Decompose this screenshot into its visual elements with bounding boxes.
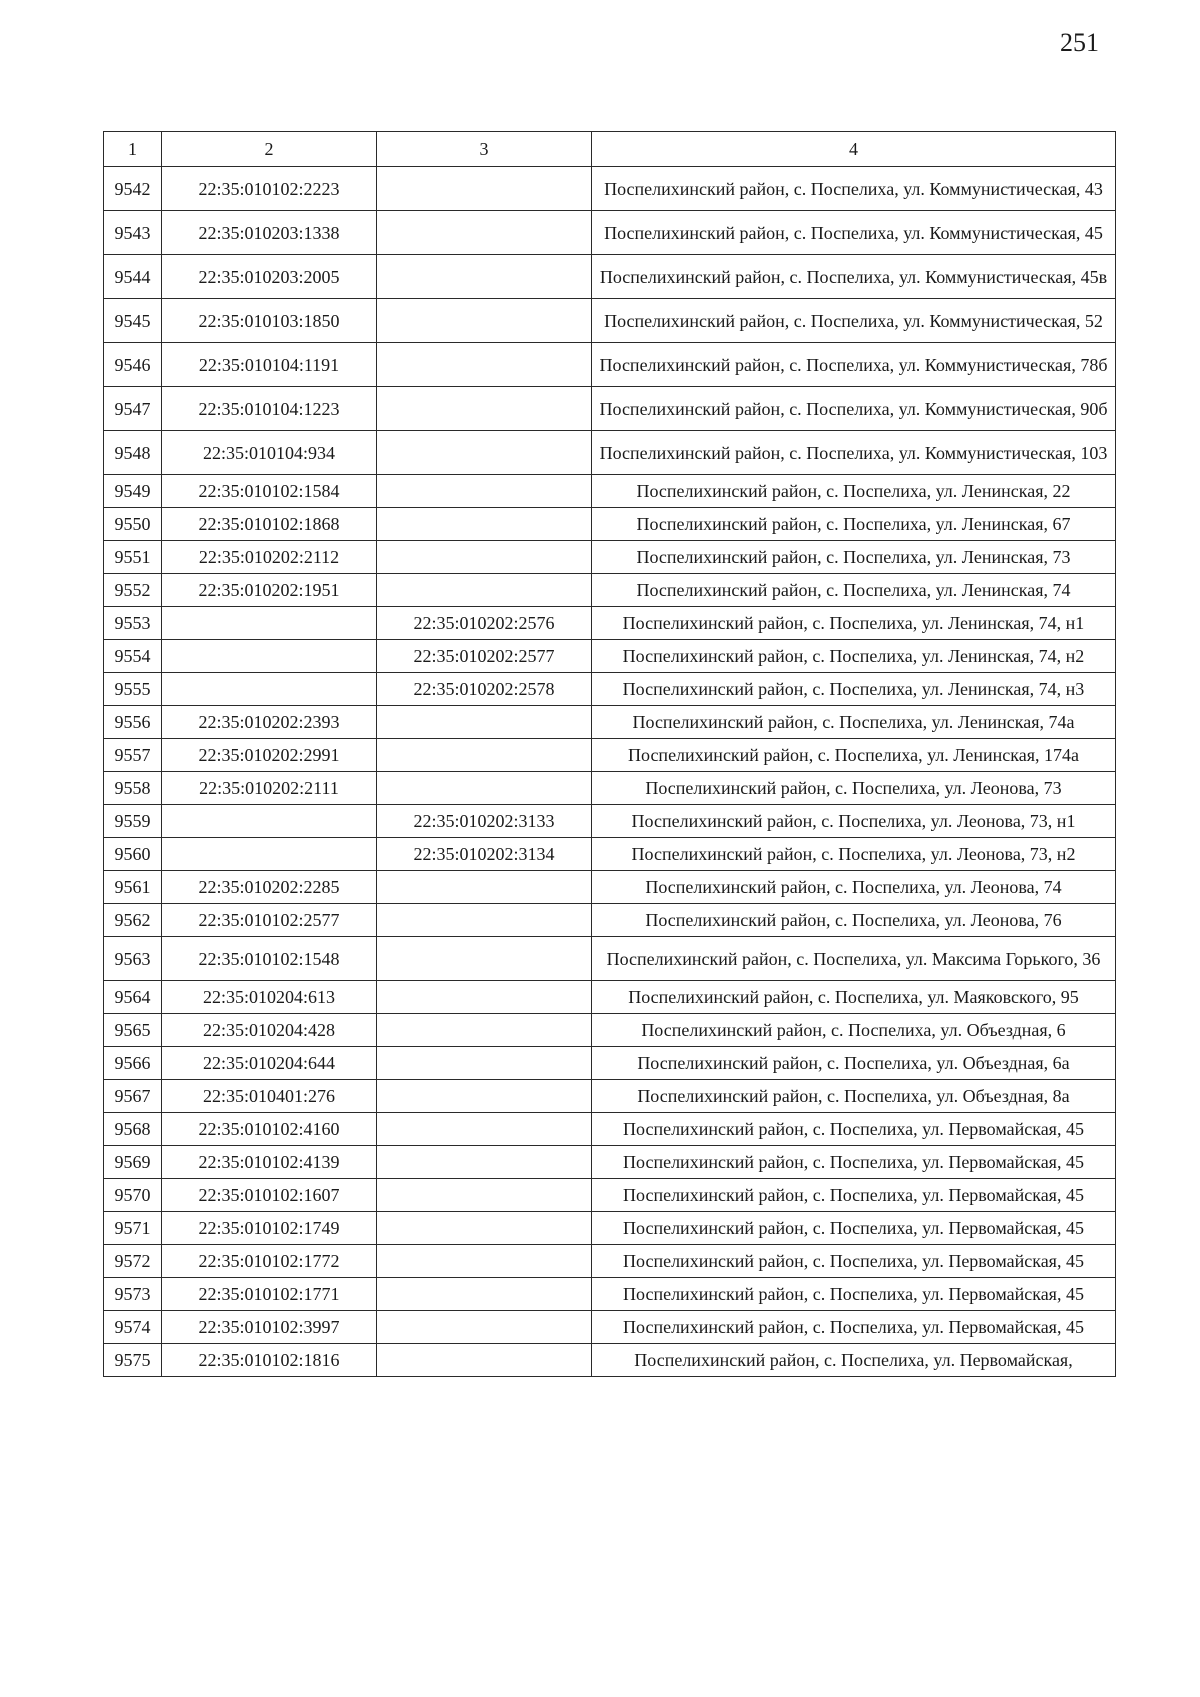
cadastral-land-cell: 22:35:010203:1338 — [162, 211, 377, 255]
table-header — [104, 132, 1116, 167]
address-cell: Поспелихинский район, с. Поспелиха, ул. Леонова, 73, н2 — [592, 838, 1116, 871]
row-number-cell: 9552 — [104, 574, 162, 607]
table-row — [104, 1245, 1116, 1278]
address-cell: Поспелихинский район, с. Поспелиха, ул. Леонова, 74 — [592, 871, 1116, 904]
row-number-cell: 9575 — [104, 1344, 162, 1377]
row-number-cell: 9559 — [104, 805, 162, 838]
row-number-cell: 9571 — [104, 1212, 162, 1245]
cadastral-object-cell — [377, 1014, 592, 1047]
row-number-cell: 9564 — [104, 981, 162, 1014]
cadastral-land-cell: 22:35:010102:1868 — [162, 508, 377, 541]
row-number-cell: 9544 — [104, 255, 162, 299]
row-number-cell: 9557 — [104, 739, 162, 772]
table-row — [104, 838, 1116, 871]
address-cell: Поспелихинский район, с. Поспелиха, ул. Ленинская, 74, н1 — [592, 607, 1116, 640]
table-row — [104, 1047, 1116, 1080]
cadastral-land-cell: 22:35:010102:1584 — [162, 475, 377, 508]
row-number-cell: 9558 — [104, 772, 162, 805]
cadastral-land-cell — [162, 673, 377, 706]
table-row — [104, 255, 1116, 299]
row-number-cell: 9543 — [104, 211, 162, 255]
row-number-cell: 9554 — [104, 640, 162, 673]
table-row — [104, 1344, 1116, 1377]
cadastral-land-cell: 22:35:010104:934 — [162, 431, 377, 475]
cadastral-object-cell — [377, 387, 592, 431]
table-row — [104, 1014, 1116, 1047]
address-cell: Поспелихинский район, с. Поспелиха, ул. Ленинская, 67 — [592, 508, 1116, 541]
row-number-cell: 9574 — [104, 1311, 162, 1344]
address-cell: Поспелихинский район, с. Поспелиха, ул. Маяковского, 95 — [592, 981, 1116, 1014]
cadastral-land-cell — [162, 607, 377, 640]
table-row — [104, 871, 1116, 904]
cadastral-land-cell: 22:35:010203:2005 — [162, 255, 377, 299]
address-cell: Поспелихинский район, с. Поспелиха, ул. Первомайская, 45 — [592, 1278, 1116, 1311]
cadastral-object-cell — [377, 431, 592, 475]
address-cell: Поспелихинский район, с. Поспелиха, ул. Первомайская, 45 — [592, 1179, 1116, 1212]
table-row — [104, 706, 1116, 739]
address-cell: Поспелихинский район, с. Поспелиха, ул. Объездная, 8а — [592, 1080, 1116, 1113]
table-row — [104, 640, 1116, 673]
cadastral-object-cell — [377, 1146, 592, 1179]
cadastral-land-cell: 22:35:010102:3997 — [162, 1311, 377, 1344]
cadastral-land-cell: 22:35:010102:1749 — [162, 1212, 377, 1245]
cadastral-object-cell — [377, 904, 592, 937]
address-cell: Поспелихинский район, с. Поспелиха, ул. Коммунистическая, 45в — [592, 255, 1116, 299]
row-number-cell: 9549 — [104, 475, 162, 508]
header-col-1: 1 — [104, 132, 162, 167]
table-row — [104, 607, 1116, 640]
cadastral-land-cell: 22:35:010202:1951 — [162, 574, 377, 607]
table-row — [104, 167, 1116, 211]
row-number-cell: 9573 — [104, 1278, 162, 1311]
page-number: 251 — [1060, 28, 1099, 57]
cadastral-land-cell: 22:35:010202:2112 — [162, 541, 377, 574]
cadastral-object-cell — [377, 1245, 592, 1278]
row-number-cell: 9548 — [104, 431, 162, 475]
address-cell: Поспелихинский район, с. Поспелиха, ул. Первомайская, 45 — [592, 1113, 1116, 1146]
table-row — [104, 673, 1116, 706]
header-row — [104, 132, 1116, 167]
cadastral-land-cell: 22:35:010202:2285 — [162, 871, 377, 904]
address-cell: Поспелихинский район, с. Поспелиха, ул. Максима Горького, 36 — [592, 937, 1116, 981]
table-row — [104, 387, 1116, 431]
cadastral-object-cell — [377, 1080, 592, 1113]
table-row — [104, 981, 1116, 1014]
cadastral-land-cell: 22:35:010102:4139 — [162, 1146, 377, 1179]
address-cell: Поспелихинский район, с. Поспелиха, ул. Коммунистическая, 45 — [592, 211, 1116, 255]
row-number-cell: 9567 — [104, 1080, 162, 1113]
cadastral-land-cell: 22:35:010104:1223 — [162, 387, 377, 431]
address-cell: Поспелихинский район, с. Поспелиха, ул. Первомайская, 45 — [592, 1245, 1116, 1278]
cadastral-land-cell: 22:35:010401:276 — [162, 1080, 377, 1113]
table-body — [104, 167, 1116, 1377]
address-cell: Поспелихинский район, с. Поспелиха, ул. Ленинская, 174а — [592, 739, 1116, 772]
cadastral-object-cell — [377, 167, 592, 211]
table-row — [104, 1311, 1116, 1344]
address-cell: Поспелихинский район, с. Поспелиха, ул. Первомайская, 45 — [592, 1311, 1116, 1344]
cadastral-object-cell — [377, 981, 592, 1014]
address-cell: Поспелихинский район, с. Поспелиха, ул. Ленинская, 73 — [592, 541, 1116, 574]
row-number-cell: 9566 — [104, 1047, 162, 1080]
table-row — [104, 574, 1116, 607]
cadastral-object-cell — [377, 1311, 592, 1344]
table-row — [104, 508, 1116, 541]
cadastral-object-cell — [377, 1047, 592, 1080]
header-col-4: 4 — [592, 132, 1116, 167]
cadastral-object-cell — [377, 1278, 592, 1311]
cadastral-object-cell: 22:35:010202:2577 — [377, 640, 592, 673]
address-cell: Поспелихинский район, с. Поспелиха, ул. Ленинская, 74а — [592, 706, 1116, 739]
row-number-cell: 9546 — [104, 343, 162, 387]
address-cell: Поспелихинский район, с. Поспелиха, ул. Первомайская, 45 — [592, 1146, 1116, 1179]
row-number-cell: 9547 — [104, 387, 162, 431]
cadastral-land-cell: 22:35:010103:1850 — [162, 299, 377, 343]
cadastral-land-cell: 22:35:010204:428 — [162, 1014, 377, 1047]
cadastral-land-cell: 22:35:010102:1548 — [162, 937, 377, 981]
cadastral-object-cell — [377, 343, 592, 387]
header-col-3: 3 — [377, 132, 592, 167]
cadastral-land-cell: 22:35:010102:1772 — [162, 1245, 377, 1278]
header-col-2: 2 — [162, 132, 377, 167]
cadastral-object-cell — [377, 1113, 592, 1146]
cadastral-land-cell: 22:35:010102:1816 — [162, 1344, 377, 1377]
cadastral-land-cell: 22:35:010102:2577 — [162, 904, 377, 937]
address-cell: Поспелихинский район, с. Поспелиха, ул. Первомайская, 45 — [592, 1212, 1116, 1245]
row-number-cell: 9542 — [104, 167, 162, 211]
row-number-cell: 9563 — [104, 937, 162, 981]
cadastral-object-cell — [377, 211, 592, 255]
row-number-cell: 9561 — [104, 871, 162, 904]
cadastral-land-cell: 22:35:010102:1771 — [162, 1278, 377, 1311]
row-number-cell: 9568 — [104, 1113, 162, 1146]
table-row — [104, 541, 1116, 574]
cadastral-object-cell — [377, 299, 592, 343]
table-row — [104, 1080, 1116, 1113]
table-row — [104, 1179, 1116, 1212]
cadastral-land-cell: 22:35:010204:613 — [162, 981, 377, 1014]
address-cell: Поспелихинский район, с. Поспелиха, ул. Ленинская, 74, н3 — [592, 673, 1116, 706]
table-row — [104, 1113, 1116, 1146]
table-row — [104, 739, 1116, 772]
cadastral-object-cell — [377, 937, 592, 981]
cadastral-object-cell — [377, 1179, 592, 1212]
address-cell: Поспелихинский район, с. Поспелиха, ул. Объездная, 6 — [592, 1014, 1116, 1047]
address-cell: Поспелихинский район, с. Поспелиха, ул. Коммунистическая, 52 — [592, 299, 1116, 343]
address-cell: Поспелихинский район, с. Поспелиха, ул. Леонова, 73, н1 — [592, 805, 1116, 838]
address-cell: Поспелихинский район, с. Поспелиха, ул. Коммунистическая, 78б — [592, 343, 1116, 387]
cadastral-land-cell — [162, 805, 377, 838]
cadastral-land-cell — [162, 640, 377, 673]
cadastral-land-cell: 22:35:010202:2991 — [162, 739, 377, 772]
address-cell: Поспелихинский район, с. Поспелиха, ул. Леонова, 73 — [592, 772, 1116, 805]
address-cell: Поспелихинский район, с. Поспелиха, ул. Первомайская, — [592, 1344, 1116, 1377]
row-number-cell: 9565 — [104, 1014, 162, 1047]
cadastral-object-cell — [377, 255, 592, 299]
cadastral-object-cell — [377, 739, 592, 772]
cadastral-object-cell — [377, 574, 592, 607]
row-number-cell: 9572 — [104, 1245, 162, 1278]
cadastral-object-cell — [377, 541, 592, 574]
address-cell: Поспелихинский район, с. Поспелиха, ул. Ленинская, 74, н2 — [592, 640, 1116, 673]
cadastral-object-cell — [377, 871, 592, 904]
table-row — [104, 805, 1116, 838]
cadastral-land-cell: 22:35:010102:2223 — [162, 167, 377, 211]
address-cell: Поспелихинский район, с. Поспелиха, ул. Коммунистическая, 103 — [592, 431, 1116, 475]
cadastral-object-cell: 22:35:010202:2578 — [377, 673, 592, 706]
cadastral-land-cell — [162, 838, 377, 871]
table-row — [104, 1146, 1116, 1179]
row-number-cell: 9560 — [104, 838, 162, 871]
address-cell: Поспелихинский район, с. Поспелиха, ул. Объездная, 6а — [592, 1047, 1116, 1080]
cadastral-object-cell — [377, 475, 592, 508]
table-row — [104, 772, 1116, 805]
table-row — [104, 1212, 1116, 1245]
row-number-cell: 9556 — [104, 706, 162, 739]
cadastral-object-cell — [377, 1212, 592, 1245]
address-cell: Поспелихинский район, с. Поспелиха, ул. Коммунистическая, 90б — [592, 387, 1116, 431]
address-cell: Поспелихинский район, с. Поспелиха, ул. Леонова, 76 — [592, 904, 1116, 937]
table-row — [104, 343, 1116, 387]
row-number-cell: 9569 — [104, 1146, 162, 1179]
cadastral-object-cell — [377, 706, 592, 739]
row-number-cell: 9555 — [104, 673, 162, 706]
cadastral-object-cell: 22:35:010202:3134 — [377, 838, 592, 871]
address-cell: Поспелихинский район, с. Поспелиха, ул. Ленинская, 74 — [592, 574, 1116, 607]
cadastral-land-cell: 22:35:010102:4160 — [162, 1113, 377, 1146]
table-row — [104, 1278, 1116, 1311]
table-row — [104, 904, 1116, 937]
registry-table — [103, 131, 1116, 1377]
row-number-cell: 9553 — [104, 607, 162, 640]
table-row — [104, 937, 1116, 981]
row-number-cell: 9562 — [104, 904, 162, 937]
cadastral-object-cell — [377, 772, 592, 805]
row-number-cell: 9550 — [104, 508, 162, 541]
cadastral-object-cell: 22:35:010202:3133 — [377, 805, 592, 838]
row-number-cell: 9545 — [104, 299, 162, 343]
cadastral-object-cell: 22:35:010202:2576 — [377, 607, 592, 640]
cadastral-object-cell — [377, 1344, 592, 1377]
cadastral-land-cell: 22:35:010104:1191 — [162, 343, 377, 387]
cadastral-land-cell: 22:35:010202:2111 — [162, 772, 377, 805]
cadastral-land-cell: 22:35:010202:2393 — [162, 706, 377, 739]
cadastral-object-cell — [377, 508, 592, 541]
address-cell: Поспелихинский район, с. Поспелиха, ул. Ленинская, 22 — [592, 475, 1116, 508]
table-row — [104, 431, 1116, 475]
table-row — [104, 211, 1116, 255]
table-row — [104, 299, 1116, 343]
row-number-cell: 9551 — [104, 541, 162, 574]
address-cell: Поспелихинский район, с. Поспелиха, ул. Коммунистическая, 43 — [592, 167, 1116, 211]
table-row — [104, 475, 1116, 508]
row-number-cell: 9570 — [104, 1179, 162, 1212]
cadastral-land-cell: 22:35:010204:644 — [162, 1047, 377, 1080]
cadastral-land-cell: 22:35:010102:1607 — [162, 1179, 377, 1212]
